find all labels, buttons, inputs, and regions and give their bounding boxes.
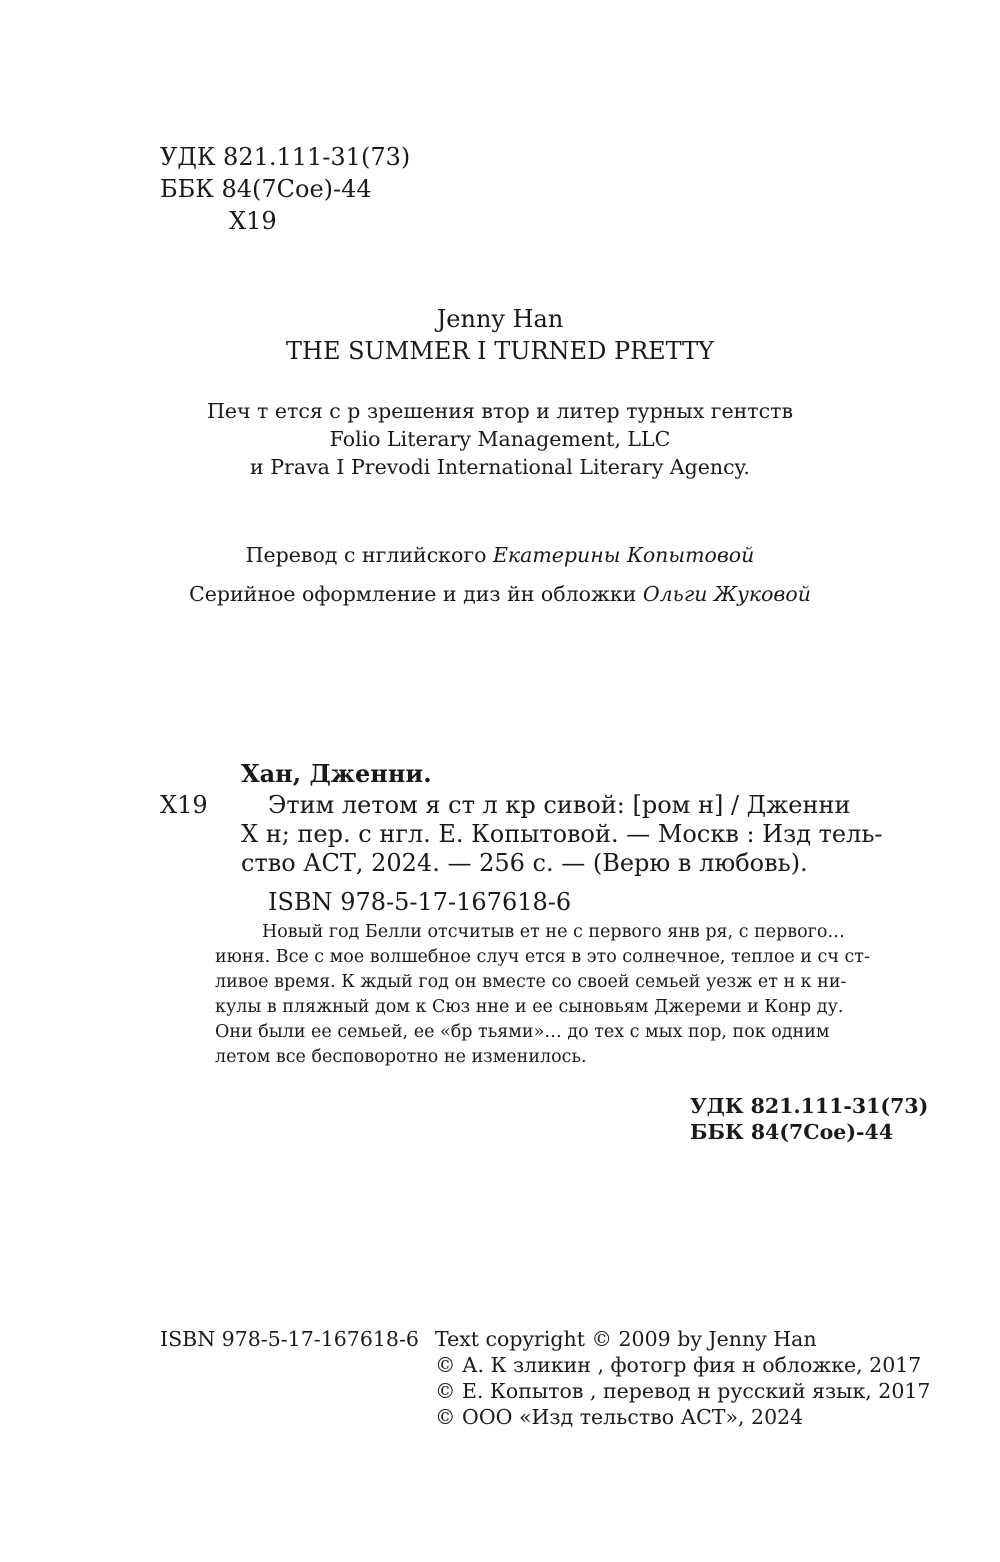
annotation-line: кулы в пляжный дом к Сюз нне и ее сыновьям Джереми и Конр ду. [215, 997, 844, 1017]
catalog-heading: Хан, Дженни. [241, 759, 432, 788]
catalog-mark: Х19 [160, 791, 208, 819]
bottom-isbn: ISBN 978-5-17-167618-6 [160, 1327, 419, 1351]
translation-prefix: Перевод с нглийского [245, 543, 493, 567]
copyright-line: © ООО «Изд тельство АСТ», 2024 [435, 1405, 804, 1429]
rights-line-1: Печ т ется с р зрешения втор и литер турных гентств [206, 399, 794, 423]
author-mark: Х19 [229, 207, 277, 235]
udk-code: УДК 821.111-31(73) [160, 143, 411, 171]
catalog-line-3: ство АСТ, 2024. — 256 с. — (Верю в любовь). [241, 849, 808, 877]
design-prefix: Серийное оформление и диз йн обложки [189, 582, 643, 606]
rights-line-3: и Prava I Prevodi International Literary Agency. [250, 455, 750, 479]
annotation-line: Они были ее семьей, ее «бр тьями»… до тех с мых пор, пок одним [215, 1022, 830, 1042]
translation-credit [0, 541, 1000, 569]
original-author: Jenny Han [436, 305, 564, 333]
original-title: THE SUMMER I TURNED PRETTY [286, 337, 714, 365]
bbk-code: ББК 84(7Сое)-44 [160, 175, 372, 203]
translator-name: Екатерины Копытовой [492, 543, 755, 567]
annotation-line: летом все бесповоротно не изменилось. [215, 1047, 587, 1067]
catalog-line-1: Этим летом я ст л кр сивой: [ром н] / Дженни [268, 791, 851, 819]
footer-udk-code: УДК 821.111-31(73) [690, 1094, 929, 1118]
copyright-line: © А. К зликин , фотогр фия н обложке, 2017 [435, 1353, 922, 1377]
footer-bbk-code: ББК 84(7Сое)-44 [690, 1120, 894, 1144]
catalog-isbn: ISBN 978-5-17-167618-6 [268, 888, 572, 916]
designer-name: Ольги Жуковой [642, 582, 811, 606]
catalog-line-2: Х н; пер. с нгл. Е. Копытовой. — Москв : Изд тель- [241, 820, 883, 848]
annotation-line: ливое время. К ждый год он вместе со своей семьей уезж ет н к ни- [215, 972, 847, 992]
copyright-line: © Е. Копытов , перевод н русский язык, 2017 [435, 1379, 931, 1403]
rights-line-2: Folio Literary Management, LLC [329, 427, 671, 451]
annotation-line: Новый год Белли отсчитыв ет не с первого янв ря, с первого… [262, 922, 845, 942]
copyright-line: Text copyright © 2009 by Jenny Han [435, 1327, 817, 1351]
annotation-line: июня. Все с мое волшебное случ ется в это солнечное, теплое и сч ст- [215, 947, 870, 967]
design-credit [0, 580, 1000, 608]
